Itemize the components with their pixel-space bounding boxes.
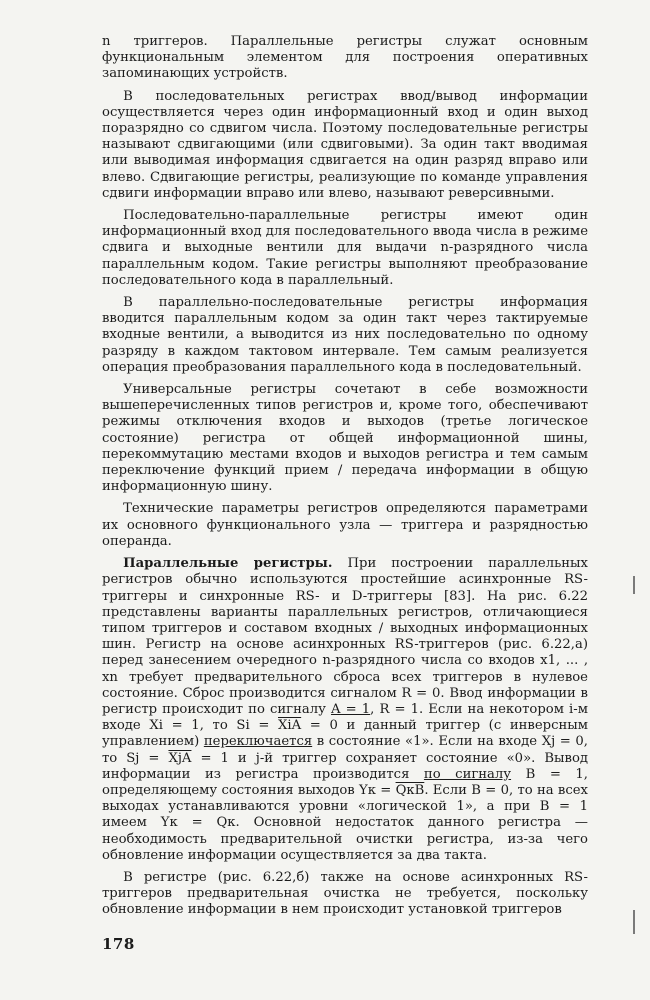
text: требует предварительного сброса всех триггеров в нулевое состояние. Сброс производится сигналом: [102, 669, 588, 701]
text: , то: [199, 718, 237, 734]
text: . Если на некотором i-м входе: [102, 701, 588, 734]
text: . Если: [424, 782, 472, 798]
formula: Si =: [236, 718, 279, 734]
parallel-registers-paragraph: [102, 556, 588, 864]
formula: B = 0: [471, 782, 509, 798]
formula-overline: $\overline{XjA}$: [168, 750, 192, 766]
text: ,: [370, 701, 380, 717]
text: по сигналу: [423, 766, 512, 782]
formula: R = 0: [401, 685, 441, 701]
formula: = 1: [191, 750, 229, 766]
formula: Sj =: [126, 750, 169, 766]
paragraph: n триггеров. Параллельные регистры служат основным функциональным элементом для построения оперативных запоминающих устройств.: [102, 34, 588, 82]
text: и j-й триггер сохраняет состояние «0». Вывод информации из регистра производится: [102, 750, 589, 782]
text: , то: [102, 734, 588, 766]
margin-mark: [633, 910, 635, 934]
margin-mark: [633, 576, 635, 594]
page-number: 178: [102, 935, 135, 953]
text: в состояние «1». Если на входе: [312, 734, 542, 750]
formula: = 0: [301, 718, 338, 734]
section-heading: Параллельные регистры.: [123, 556, 333, 572]
formula-overline: $\overline{XiA}$: [278, 718, 302, 734]
text: переключается: [203, 734, 313, 750]
formula: Xj = 0: [541, 734, 584, 750]
text: имеем: [102, 815, 161, 831]
paragraph: В параллельно-последовательные регистры информация вводится параллельным кодом за один такт через тактируемые входные вентили, а выводится из них последовательно по одному разряду в каждом тактовом интервале. Тем самым реализуется операция преобразования параллельного кода в последовательный.: [102, 295, 588, 375]
paragraph: Универсальные регистры сочетают в себе возможности вышеперечисленных типов регистров и, кроме того, обеспечивают режимы отключения входов и выходов (третье логическое состояние) регистра от общей информационной шины, перекоммутацию местами входов и выходов регистра и тем самым переключение функций прием / передача информации в общую информационную шину.: [102, 382, 588, 495]
paragraph: Технические параметры регистров определяются параметрами их основного функционального узла — триггера и разрядностью операнда.: [102, 501, 588, 549]
paragraph: Последовательно-параллельные регистры имеют один информационный вход для последовательного ввода числа в режиме сдвига и выходные вентили для выдачи n-разрядного числа параллельным кодом. Такие регистры выполняют преобразование последовательного кода в параллельный.: [102, 208, 588, 288]
text: , то на всех выходах устанавливаются уровни «логической 1», а при: [102, 782, 588, 815]
formula: A = 1: [330, 701, 371, 717]
text: . Ввод информации в регистр происходит по сигналу: [102, 685, 588, 717]
formula: B = 1: [539, 799, 588, 815]
text: При построении параллельных регистров обычно используются простейшие асинхронные RS-триггеры и синхронные RS- и D-триггеры [83]. На рис. 6.22 представлены варианты параллельных регистров, отличающиеся типом триггеров и составом входных / выходных информационных шин. Регистр на основе асинхронных RS-триггеров (рис. 6.22,a) перед занесением очередного n-разрядного числа со входов: [102, 556, 588, 669]
text: . Основной недостаток данного регистра — необходимость предварительной очистки регистра, из-за чего обновление информации осуществляется за два такта.: [102, 815, 588, 863]
formula: Yк = Qк: [160, 815, 236, 831]
formula: x1, ... , xn: [102, 653, 589, 685]
text: , определяющему состояния выходов: [102, 766, 588, 798]
formula: Yк =: [358, 782, 396, 798]
page-body: [102, 34, 588, 925]
paragraph: В последовательных регистрах ввод/вывод информации осуществляется через один информационный вход и один выход поразрядно со сдвигом числа. Поэтому последовательные регистры называют сдвигающими (или сдвиговыми). За один такт вводимая или выводимая информация сдвигается на один разряд вправо или влево. Сдвигающие регистры, реализующие по команде управления сдвиги информации вправо или влево, называют реверсивными.: [102, 88, 588, 201]
formula: Xi = 1: [149, 718, 200, 734]
formula: B = 1: [525, 766, 584, 782]
formula-overline: QкB: [395, 782, 425, 798]
text: [511, 767, 526, 782]
text: и данный триггер (с инверсным управлением): [102, 718, 589, 750]
formula: R = 1: [379, 701, 419, 717]
paragraph: В регистре (рис. 6.22,б) также на основе асинхронных RS-триггеров предварительная очистка не требуется, поскольку обновление информации в нем происходит установкой триггеров: [102, 869, 588, 918]
